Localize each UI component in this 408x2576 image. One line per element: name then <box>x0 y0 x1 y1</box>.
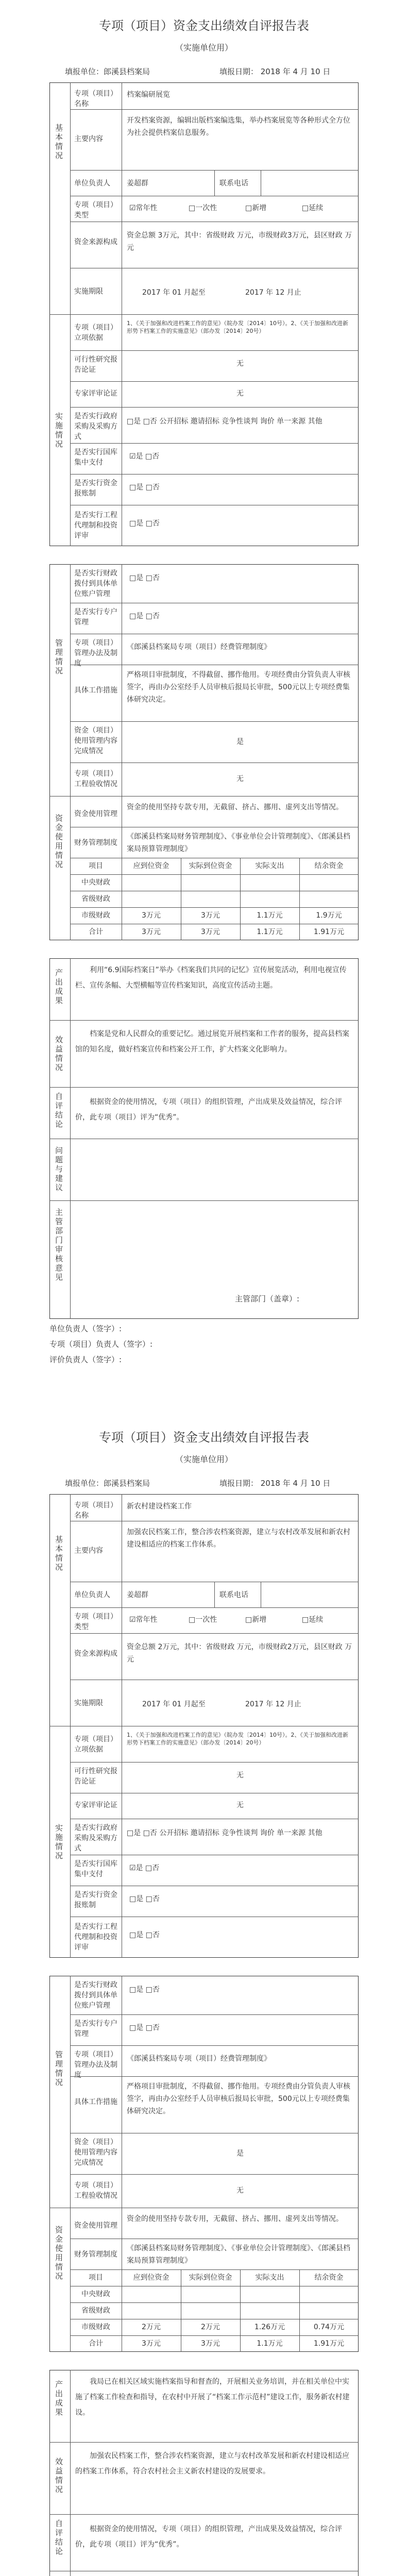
procure-label: 是否实行政府采购及采购方式 <box>74 412 117 441</box>
type-opt-1: ☑常年性 <box>129 204 158 212</box>
use-value: 资金的使用坚持专款专用，无截留、挤占、挪用、虚列支出等情况。 <box>127 803 343 811</box>
account-label: 是否实行资金报账制 <box>74 1891 117 1909</box>
fund-row-label: 市级财政 <box>81 2323 110 2331</box>
dept-seal: 主管部门（盖章）: <box>235 1294 300 1303</box>
fund-head-due: 应到位资金 <box>133 862 169 870</box>
fund-head-due: 应到位资金 <box>133 2274 169 2282</box>
account-value: □是 □否 <box>129 483 160 492</box>
report-2 <box>19 1412 389 2576</box>
q-fin-value: □是 □否 <box>129 1986 160 1994</box>
sign-eval-leader: 评价负责人（签字）: <box>49 1355 122 1364</box>
section-review-label: 主管部门审核意见 <box>54 1208 63 1282</box>
fund-cell: 2万元 <box>201 2323 220 2331</box>
content-value: 加强农民档案工作，整合涉农档案资源，建立与农村改革发展和新农村建设相适应的档案工作体系。 <box>127 1528 350 1549</box>
section-eval-label: 自评结论 <box>54 2519 63 2556</box>
mgmt-method-label: 专项（项目）管理办法及制度 <box>74 639 117 668</box>
fund-head-item: 项目 <box>89 2274 103 2282</box>
type-opt-2: □一次性 <box>189 1616 217 1624</box>
fill-unit: 填报单位：郎溪县档案局 <box>65 1479 150 1488</box>
content-value: 开发档案资源，编辑出版档案编选集，举办档案展览等各种形式全方位为社会提供档案信息服务。 <box>127 116 350 137</box>
fund-head-actual: 实际到位资金 <box>189 862 232 870</box>
type-label: 专项（项目）类型 <box>74 201 117 219</box>
fund-head-actual: 实际到位资金 <box>189 2274 232 2282</box>
fund-cell: 3万元 <box>142 2340 161 2348</box>
budget-value: 资金总额 3万元，其中：省级财政 万元，市级财政3万元，县区财政 万元 <box>127 231 352 252</box>
process-label: 具体工作措施 <box>74 2098 117 2106</box>
report-title: 专项（项目）资金支出绩效自评报告表 <box>99 1430 309 1445</box>
fill-date: 填报日期： 2018 年 4 月 10 日 <box>219 1479 331 1488</box>
central-label: 是否实行国库集中支付 <box>74 448 117 467</box>
accept-value: 无 <box>236 2187 244 2195</box>
content-label: 主要内容 <box>74 135 103 143</box>
feasibility-value: 无 <box>236 1771 244 1780</box>
self-eval-text: 根据资金的使用情况，专项（项目）的组织管理，产出成果及效益情况，综合评价，此专项（项目）评为“优秀”。 <box>75 2525 342 2549</box>
q-fund-label: 是否实行专户管理 <box>74 2020 117 2038</box>
section-basic-label: 基本情况 <box>54 124 63 161</box>
leader-label: 单位负责人 <box>74 179 110 188</box>
expert-label: 专家评审论证 <box>74 389 117 398</box>
expert-value: 无 <box>236 389 244 398</box>
expert-value: 无 <box>236 1801 244 1809</box>
section-output-label: 产出成果 <box>54 2380 63 2417</box>
period-label: 实施期限 <box>74 1699 103 1707</box>
fund-row-label: 省级财政 <box>81 2307 110 2315</box>
content-label: 主要内容 <box>74 1547 103 1555</box>
q-fin-label: 是否实行财政拨付到具体单位账户管理 <box>74 1981 117 2010</box>
fund-head-spent: 实际支出 <box>255 862 284 870</box>
mgmt-method-label: 专项（项目）管理办法及制度 <box>74 2050 117 2079</box>
section-benefit-label: 效益情况 <box>54 1036 63 1073</box>
fund-cell: 3万元 <box>201 911 220 920</box>
period-start: 2017 年 01 月起至 <box>142 289 206 297</box>
leader-label: 单位负责人 <box>74 1591 110 1599</box>
process-value: 严格项目审批制度，不得截留、挪作他用。专项经费由分管负责人审核签字，再由办公室经手人员审核后报局长审批，500元以上专项经费集体研究决定。 <box>127 671 350 704</box>
sign-project-leader: 专项（项目）负责人（签字）: <box>49 1340 153 1349</box>
central-value: ☑是 □否 <box>129 1864 160 1872</box>
fund-row-label: 中央财政 <box>81 2290 110 2298</box>
report-subtitle: （实施单位用） <box>175 43 233 53</box>
benefit-text: 加强农民档案工作，整合涉农档案资源，建立与农村改革发展和新农村建设相适应的档案工作体系，符合农村社会主义新农村建设的发展要求。 <box>75 2452 349 2476</box>
accept-value: 无 <box>236 775 244 783</box>
period-label: 实施期限 <box>74 287 103 296</box>
type-opt-2: □一次性 <box>189 204 217 212</box>
fund-head-item: 项目 <box>89 862 103 870</box>
fund-head-balance: 结余资金 <box>314 862 344 870</box>
section-mgmt-label: 管理情况 <box>54 639 63 676</box>
fund-row-label: 省级财政 <box>81 895 110 903</box>
proj-name-value: 档案编研展览 <box>127 91 170 99</box>
account-value: □是 □否 <box>129 1895 160 1903</box>
sign-unit-leader: 单位负责人（签字）: <box>49 1324 122 1333</box>
fund-cell: 3万元 <box>201 2340 220 2348</box>
supervise-value: □是 □否 <box>129 1931 160 1939</box>
account-label: 是否实行资金报账制 <box>74 479 117 498</box>
fund-row-label: 中央财政 <box>81 878 110 887</box>
contact-label: 联系电话 <box>219 179 248 188</box>
fund-cell: 2万元 <box>142 2323 161 2331</box>
supervise-label: 是否实行工程代理制和投资评审 <box>74 511 117 540</box>
budget-label: 资金来源构成 <box>74 238 117 246</box>
process-value: 严格项目审批制度，不得截留、挪作他用。专项经费由分管负责人审核签字，再由办公室经手人员审核后报局长审批，500元以上专项经费集体研究决定。 <box>127 2082 350 2115</box>
use-label: 资金使用管理 <box>74 810 117 818</box>
fund-cell: 1.91万元 <box>313 928 345 936</box>
basis-label: 专项（项目）立项依据 <box>74 324 117 342</box>
fund-cell: 1.1万元 <box>257 928 283 936</box>
type-opt-4: □延续 <box>302 204 324 212</box>
q-fin-value: □是 □否 <box>129 574 160 582</box>
mgmt-method-value: 《郎溪县档案局专项（项目）经费管理制度》 <box>127 2055 271 2063</box>
self-eval-text: 根据资金的使用情况，专项（项目）的组织管理，产出成果及效益情况，综合评价，此专项（项目）评为“优秀”。 <box>75 1098 342 1122</box>
procure-value: □是 □否 公开招标 邀请招标 竞争性谈判 询价 单一来源 其他 <box>127 417 322 426</box>
fund-cell: 1.9万元 <box>316 911 342 920</box>
fund-head-spent: 实际支出 <box>255 2274 284 2282</box>
q-fund-value: □是 □否 <box>129 612 160 620</box>
fill-unit: 填报单位：郎溪县档案局 <box>65 67 150 76</box>
finance-label: 财务管理制度 <box>74 2250 117 2259</box>
finance-label: 财务管理制度 <box>74 839 117 847</box>
proj-name-label: 专项（项目）名称 <box>74 90 117 108</box>
section-output-label: 产出成果 <box>54 969 63 1006</box>
period-end: 2017 年 12 月止 <box>245 1700 301 1708</box>
type-opt-1: ☑常年性 <box>129 1616 158 1624</box>
report-title: 专项（项目）资金支出绩效自评报告表 <box>99 19 309 33</box>
fund-cell: 1.1万元 <box>257 911 283 920</box>
leader-value: 姜超群 <box>127 179 148 188</box>
q-fin-label: 是否实行财政拨付到具体单位账户管理 <box>74 569 117 598</box>
leader-value: 姜超群 <box>127 1591 148 1599</box>
section-mgmt-label: 管理情况 <box>54 2050 63 2088</box>
mgmt-method-value: 《郎溪县档案局专项（项目）经费管理制度》 <box>127 643 271 651</box>
evaluate-value: 是 <box>236 2149 244 2158</box>
fund-cell: 1.1万元 <box>257 2340 283 2348</box>
fund-cell: 3万元 <box>142 911 161 920</box>
basis-value: 1、《关于加强和改进档案工作的意见》（皖办发〔2014〕10号）。2、《关于加强和改进新形势下档案工作的实施意见》（郎办发〔2014〕20号） <box>127 1732 348 1746</box>
feasibility-label: 可行性研究报告论证 <box>74 1767 117 1786</box>
q-fund-value: □是 □否 <box>129 2024 160 2032</box>
supervise-value: □是 □否 <box>129 519 160 528</box>
type-label: 专项（项目）类型 <box>74 1613 117 1631</box>
fund-row-label: 合计 <box>89 2340 103 2348</box>
procure-label: 是否实行政府采购及采购方式 <box>74 1824 117 1853</box>
report-1 <box>19 0 389 1391</box>
supervise-label: 是否实行工程代理制和投资评审 <box>74 1923 117 1952</box>
fund-head-balance: 结余资金 <box>314 2274 344 2282</box>
output-text: 我局已在相关区域实施档案指导和督查的，开展相关业务培训，并在相关单位中实施了档案工作检查和指导，在农村中开展了“档案工作示范村”建设工作，服务新农村建设。 <box>75 2378 350 2417</box>
section-eval-label: 自评结论 <box>54 1092 63 1129</box>
period-end: 2017 年 12 月止 <box>245 289 301 297</box>
contact-label: 联系电话 <box>219 1591 248 1599</box>
basis-value: 1、《关于加强和改进档案工作的意见》（皖办发〔2014〕10号）。2、《关于加强和改进新形势下档案工作的实施意见》（郎办发〔2014〕20号） <box>127 320 348 334</box>
period-start: 2017 年 01 月起至 <box>142 1700 206 1708</box>
section-impl-label: 实施情况 <box>54 1824 63 1861</box>
type-opt-4: □延续 <box>302 1616 324 1624</box>
budget-label: 资金来源构成 <box>74 1650 117 1658</box>
benefit-text: 档案是党和人民群众的重要记忆。通过展览开展档案和工作者的服务，提高县档案馆的知名度，做好档案宣传和档案公开工作，扩大档案文化影响力。 <box>75 1030 349 1054</box>
section-benefit-label: 效益情况 <box>54 2458 63 2495</box>
fund-cell: 3万元 <box>201 928 220 936</box>
fund-cell: 1.26万元 <box>254 2323 285 2331</box>
feasibility-label: 可行性研究报告论证 <box>74 355 117 374</box>
proj-name-value: 新农村建设档案工作 <box>127 1502 192 1511</box>
fund-row-label: 合计 <box>89 928 103 936</box>
evaluate-label: 资金（项目）使用管理内容完成情况 <box>74 726 117 755</box>
accept-label: 专项（项目）工程验收情况 <box>74 2181 117 2200</box>
finance-value: 《郎溪县档案局财务管理制度》、《事业单位会计管理制度》、《郎溪县档案局预算管理制度》 <box>127 2244 350 2265</box>
central-value: ☑是 □否 <box>129 452 160 461</box>
feasibility-value: 无 <box>236 360 244 368</box>
proj-name-label: 专项（项目）名称 <box>74 1501 117 1520</box>
type-opt-3: □新增 <box>245 204 267 212</box>
use-label: 资金使用管理 <box>74 2222 117 2230</box>
fill-date: 填报日期： 2018 年 4 月 10 日 <box>219 67 331 76</box>
fund-cell: 1.91万元 <box>313 2340 345 2348</box>
fund-row-label: 市级财政 <box>81 911 110 920</box>
section-fund-label: 资金使用情况 <box>54 814 63 870</box>
central-label: 是否实行国库集中支付 <box>74 1860 117 1878</box>
output-text: 利用“6.9国际档案日”举办《档案我们共同的记忆》宣传展览活动，利用电视宣传栏、宣传条幅、大型横幅等宣传档案知识，高度宣传活动主题。 <box>75 966 347 990</box>
section-impl-label: 实施情况 <box>54 412 63 449</box>
evaluate-label: 资金（项目）使用管理内容完成情况 <box>74 2138 117 2167</box>
evaluate-value: 是 <box>236 738 244 746</box>
type-opt-3: □新增 <box>245 1616 267 1624</box>
section-fund-label: 资金使用情况 <box>54 2226 63 2281</box>
fund-cell: 3万元 <box>142 928 161 936</box>
accept-label: 专项（项目）工程验收情况 <box>74 770 117 788</box>
process-label: 具体工作措施 <box>74 686 117 694</box>
finance-value: 《郎溪县档案局财务管理制度》、《事业单位会计管理制度》、《郎溪县档案局预算管理制度》 <box>127 833 350 853</box>
report-subtitle: （实施单位用） <box>175 1454 233 1464</box>
expert-label: 专家评审论证 <box>74 1801 117 1809</box>
section-basic-label: 基本情况 <box>54 1535 63 1572</box>
use-value: 资金的使用坚持专款专用，无截留、挤占、挪用、虚列支出等情况。 <box>127 2215 343 2223</box>
fund-cell: 0.74万元 <box>313 2323 345 2331</box>
basis-label: 专项（项目）立项依据 <box>74 1735 117 1754</box>
section-issue-label: 问题与建议 <box>54 1146 63 1193</box>
q-fund-label: 是否实行专户管理 <box>74 608 117 626</box>
budget-value: 资金总额 2万元，其中：省级财政 万元，市级财政2万元，县区财政 万元 <box>127 1643 352 1664</box>
procure-value: □是 □否 公开招标 邀请招标 竞争性谈判 询价 单一来源 其他 <box>127 1829 322 1837</box>
